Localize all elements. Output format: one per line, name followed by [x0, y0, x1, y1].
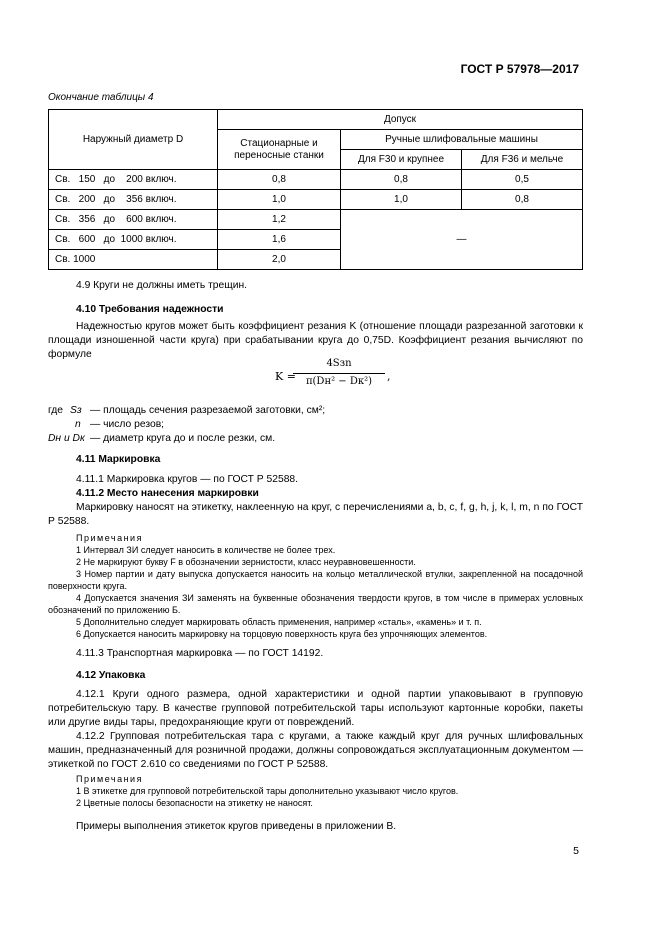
cell-f30: 1,0	[341, 190, 462, 210]
paragraph-4-11-1: 4.11.1 Маркировка кругов — по ГОСТ Р 52588.	[76, 474, 299, 485]
tolerance-table	[48, 109, 583, 270]
cell-stationary: 1,2	[218, 210, 341, 230]
note-item: 2 Не маркируют букву F в обозначении зернистости, класс неуравновешенности.	[76, 557, 416, 567]
notes-title: Примечания	[76, 774, 143, 784]
symbol-s: Sз	[70, 405, 82, 416]
row-range: Св. 150 до 200 включ.	[49, 170, 218, 190]
symbol-n: n	[75, 419, 81, 430]
definition-d: — диаметр круга до и после резки, см.	[90, 433, 276, 444]
page-number: 5	[573, 845, 579, 857]
formula-definitions	[48, 404, 583, 446]
header-tolerance: Допуск	[218, 110, 583, 130]
section-4-11-title: 4.11 Маркировка	[76, 454, 161, 465]
table-caption: Окончание таблицы 4	[48, 92, 154, 103]
paragraph-4-12-2: 4.12.2 Групповая потребительская тара с кругами, а также каждый круг для ручных шлифовальных машин, предназначенный для розничной продажи, должны сопровождаться эксплуатационным документом — этикеткой по ГОСТ 2.610 со сведениями по ГОСТ Р 52588.	[48, 731, 583, 770]
row-range: Св. 600 до 1000 включ.	[49, 230, 218, 250]
note-item: 2 Цветные полосы безопасности на этикетку не наносят.	[76, 798, 313, 808]
paragraph-annex-reference: Примеры выполнения этикеток кругов приведены в приложении В.	[76, 821, 397, 832]
paragraph-4-11-2: Маркировку наносят на этикетку, наклеенную на круг, с перечислениями a, b, c, f, g, h, j, k, l, m, n по ГОСТ Р 52588.	[48, 502, 583, 527]
cell-stationary: 0,8	[218, 170, 341, 190]
formula-numerator: 4Sзn	[326, 358, 352, 369]
cell-f30: 0,8	[341, 170, 462, 190]
row-range: Св. 1000	[49, 250, 218, 270]
cell-f36: 0,8	[462, 190, 583, 210]
document-number: ГОСТ Р 57978—2017	[460, 62, 579, 76]
formula-denominator: π(Dн² − Dк²)	[305, 376, 373, 387]
cell-stationary: 1,6	[218, 230, 341, 250]
section-4-10-title: 4.10 Требования надежности	[76, 304, 224, 315]
table-row	[49, 170, 583, 190]
header-stationary: Стационарные и переносные станки	[218, 130, 341, 170]
note-item: 6 Допускается наносить маркировку на торцовую поверхность круга без упрочняющих элементов.	[76, 629, 488, 639]
cell-stationary: 1,0	[218, 190, 341, 210]
definition-s: — площадь сечения разрезаемой заготовки, см²;	[90, 405, 326, 416]
definition-n: — число резов;	[90, 419, 165, 430]
table-row	[49, 210, 583, 230]
header-f36: Для F36 и мельче	[462, 150, 583, 170]
header-f30: Для F30 и крупнее	[341, 150, 462, 170]
cell-f36: 0,5	[462, 170, 583, 190]
table-row	[49, 190, 583, 210]
cell-dash: —	[341, 210, 583, 270]
note-item: 5 Дополнительно следует маркировать область применения, например «сталь», «камень» и т. п.	[76, 617, 482, 627]
notes-4-11	[48, 532, 583, 640]
cell-stationary: 2,0	[218, 250, 341, 270]
paragraph-4-11-3: 4.11.3 Транспортная маркировка — по ГОСТ 14192.	[76, 648, 324, 659]
row-range: Св. 356 до 600 включ.	[49, 210, 218, 230]
where-label: где	[48, 405, 64, 416]
header-outer-diameter: Наружный диаметр D	[49, 110, 218, 170]
notes-title: Примечания	[76, 533, 143, 543]
note-item: 1 В этикетке для групповой потребительской тары дополнительно указывают число кругов.	[76, 786, 459, 796]
paragraph-4-12-1: 4.12.1 Круги одного размера, одной характеристики и одной партии упаковывают в групповую потребительскую тару. В качестве групповой потребительской тары используют картонные коробки, пакеты или другие виды тары, предохраняющие круги от повреждений.	[48, 689, 583, 728]
symbol-d: Dн и Dк	[48, 433, 85, 444]
row-range: Св. 200 до 356 включ.	[49, 190, 218, 210]
header-manual-machines: Ручные шлифовальные машины	[341, 130, 583, 150]
note-item: 1 Интервал ЗИ следует наносить в количестве не более трех.	[76, 545, 336, 555]
formula-lhs: K =	[275, 370, 296, 383]
note-item: 3 Номер партии и дату выпуска допускается наносить на кольцо металлической втулки, закрепленной на посадочной поверхности круга.	[48, 569, 583, 591]
notes-4-12	[48, 773, 583, 809]
formula-comma: ,	[387, 370, 391, 383]
paragraph-4-9: 4.9 Круги не должны иметь трещин.	[76, 280, 248, 291]
section-4-12-title: 4.12 Упаковка	[76, 670, 146, 681]
subsection-4-11-2-title: 4.11.2 Место нанесения маркировки	[76, 488, 259, 499]
note-item: 4 Допускается значения ЗИ заменять на буквенные обозначения твердости кругов, в том числе в примерах условных обозначений по приложению Б.	[48, 593, 583, 615]
paragraph-4-10: Надежностью кругов может быть коэффициент резания K (отношение площади разрезанной заготовки к площади изношенной части круга) при срабатывании круга до 0,75D. Коэффициент резания вычисляют по формуле	[48, 321, 583, 360]
